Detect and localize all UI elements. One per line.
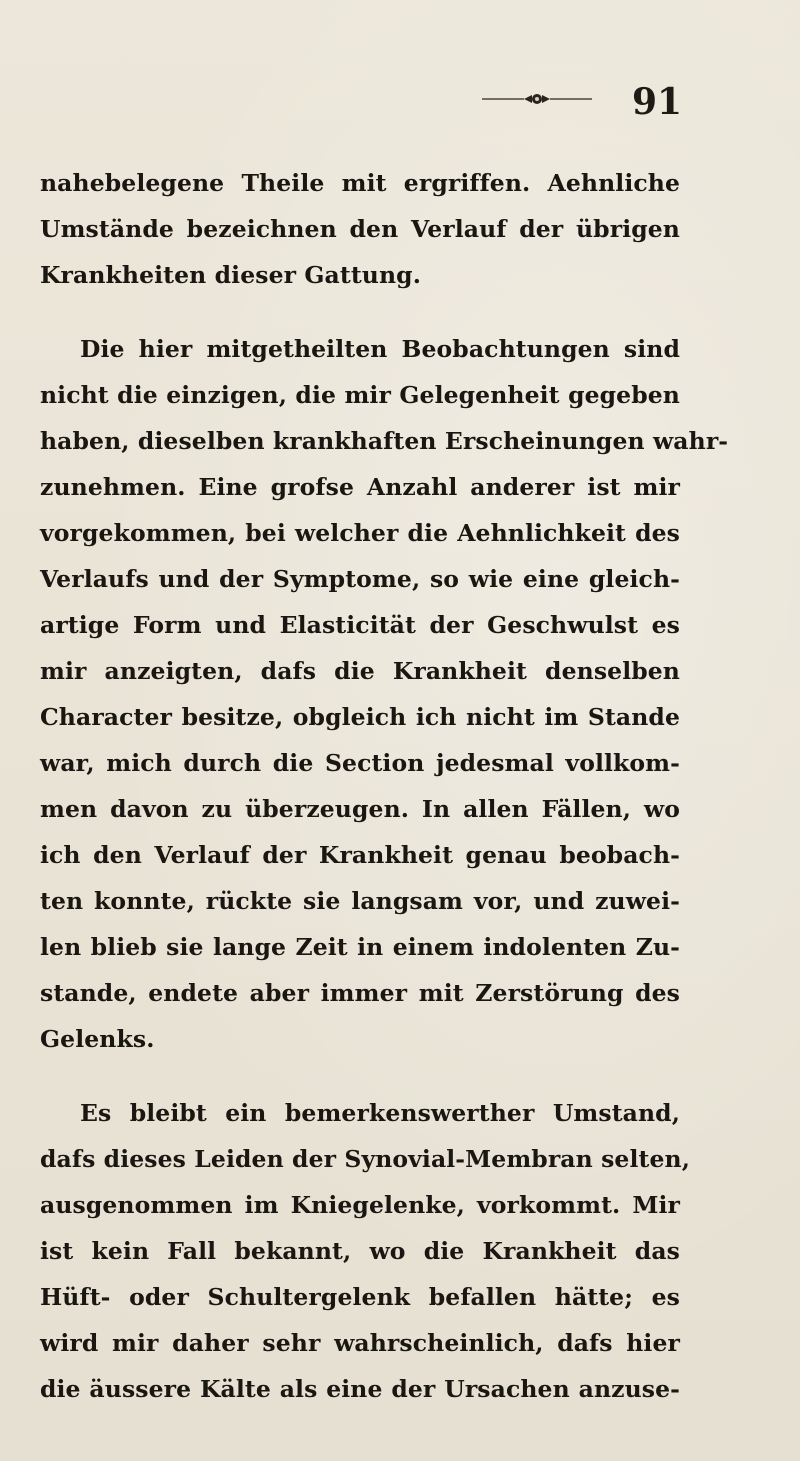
text-line: wird mir daher sehr wahrscheinlich, dafs hier (40, 1329, 680, 1357)
text-line: die äussere Kälte als eine der Ursachen anzuse- (40, 1375, 680, 1403)
text-line: ich den Verlauf der Krankheit genau beobach- (40, 841, 680, 869)
text-line: dafs dieses Leiden der Synovial-Membran selten, (40, 1145, 690, 1173)
ornament-divider-icon (482, 92, 592, 106)
text-line: Verlaufs und der Symptome, so wie eine gleich- (40, 565, 680, 593)
text-line: ausgenommen im Kniegelenke, vorkommt. Mir (40, 1191, 680, 1219)
paragraph-gap (40, 298, 680, 326)
page-number: 91 (632, 81, 683, 123)
text-line: vorgekommen, bei welcher die Aehnlichkeit des (40, 519, 680, 547)
text-line: war, mich durch die Section jedesmal vollkom- (40, 749, 680, 777)
paragraph-1 (40, 160, 680, 298)
text-line: artige Form und Elasticität der Geschwulst es (40, 611, 680, 639)
text-line: Character besitze, obgleich ich nicht im Stande (40, 703, 680, 731)
text-line: nicht die einzigen, die mir Gelegenheit gegeben (40, 381, 680, 409)
body-text (40, 160, 729, 1412)
text-line: Hüft- oder Schultergelenk befallen hätte; es (40, 1283, 680, 1311)
paragraph-3 (40, 1090, 690, 1412)
text-line: ist kein Fall bekannt, wo die Krankheit das (40, 1237, 680, 1265)
text-line: Die hier mitgetheilten Beobachtungen sind (80, 335, 680, 363)
text-line: nahebelegene Theile mit ergriffen. Aehnliche (40, 169, 680, 197)
text-line: Es bleibt ein bemerkenswerther Umstand, (80, 1099, 680, 1127)
text-line: mir anzeigten, dafs die Krankheit denselben (40, 657, 680, 685)
paragraph-gap (40, 1062, 680, 1090)
text-line: zunehmen. Eine grofse Anzahl anderer ist mir (40, 473, 680, 501)
text-line: men davon zu überzeugen. In allen Fällen, wo (40, 795, 680, 823)
page-header (0, 82, 800, 122)
paragraph-2 (40, 326, 729, 1062)
text-line: Umstände bezeichnen den Verlauf der übrigen (40, 215, 680, 243)
text-line: haben, dieselben krankhaften Erscheinungen wahr- (40, 427, 729, 455)
text-line: Krankheiten dieser Gattung. (40, 261, 421, 289)
text-line: ten konnte, rückte sie langsam vor, und zuwei- (40, 887, 680, 915)
text-line: len blieb sie lange Zeit in einem indolenten Zu- (40, 933, 680, 961)
text-line: Gelenks. (40, 1025, 155, 1053)
text-line: stande, endete aber immer mit Zerstörung des (40, 979, 680, 1007)
